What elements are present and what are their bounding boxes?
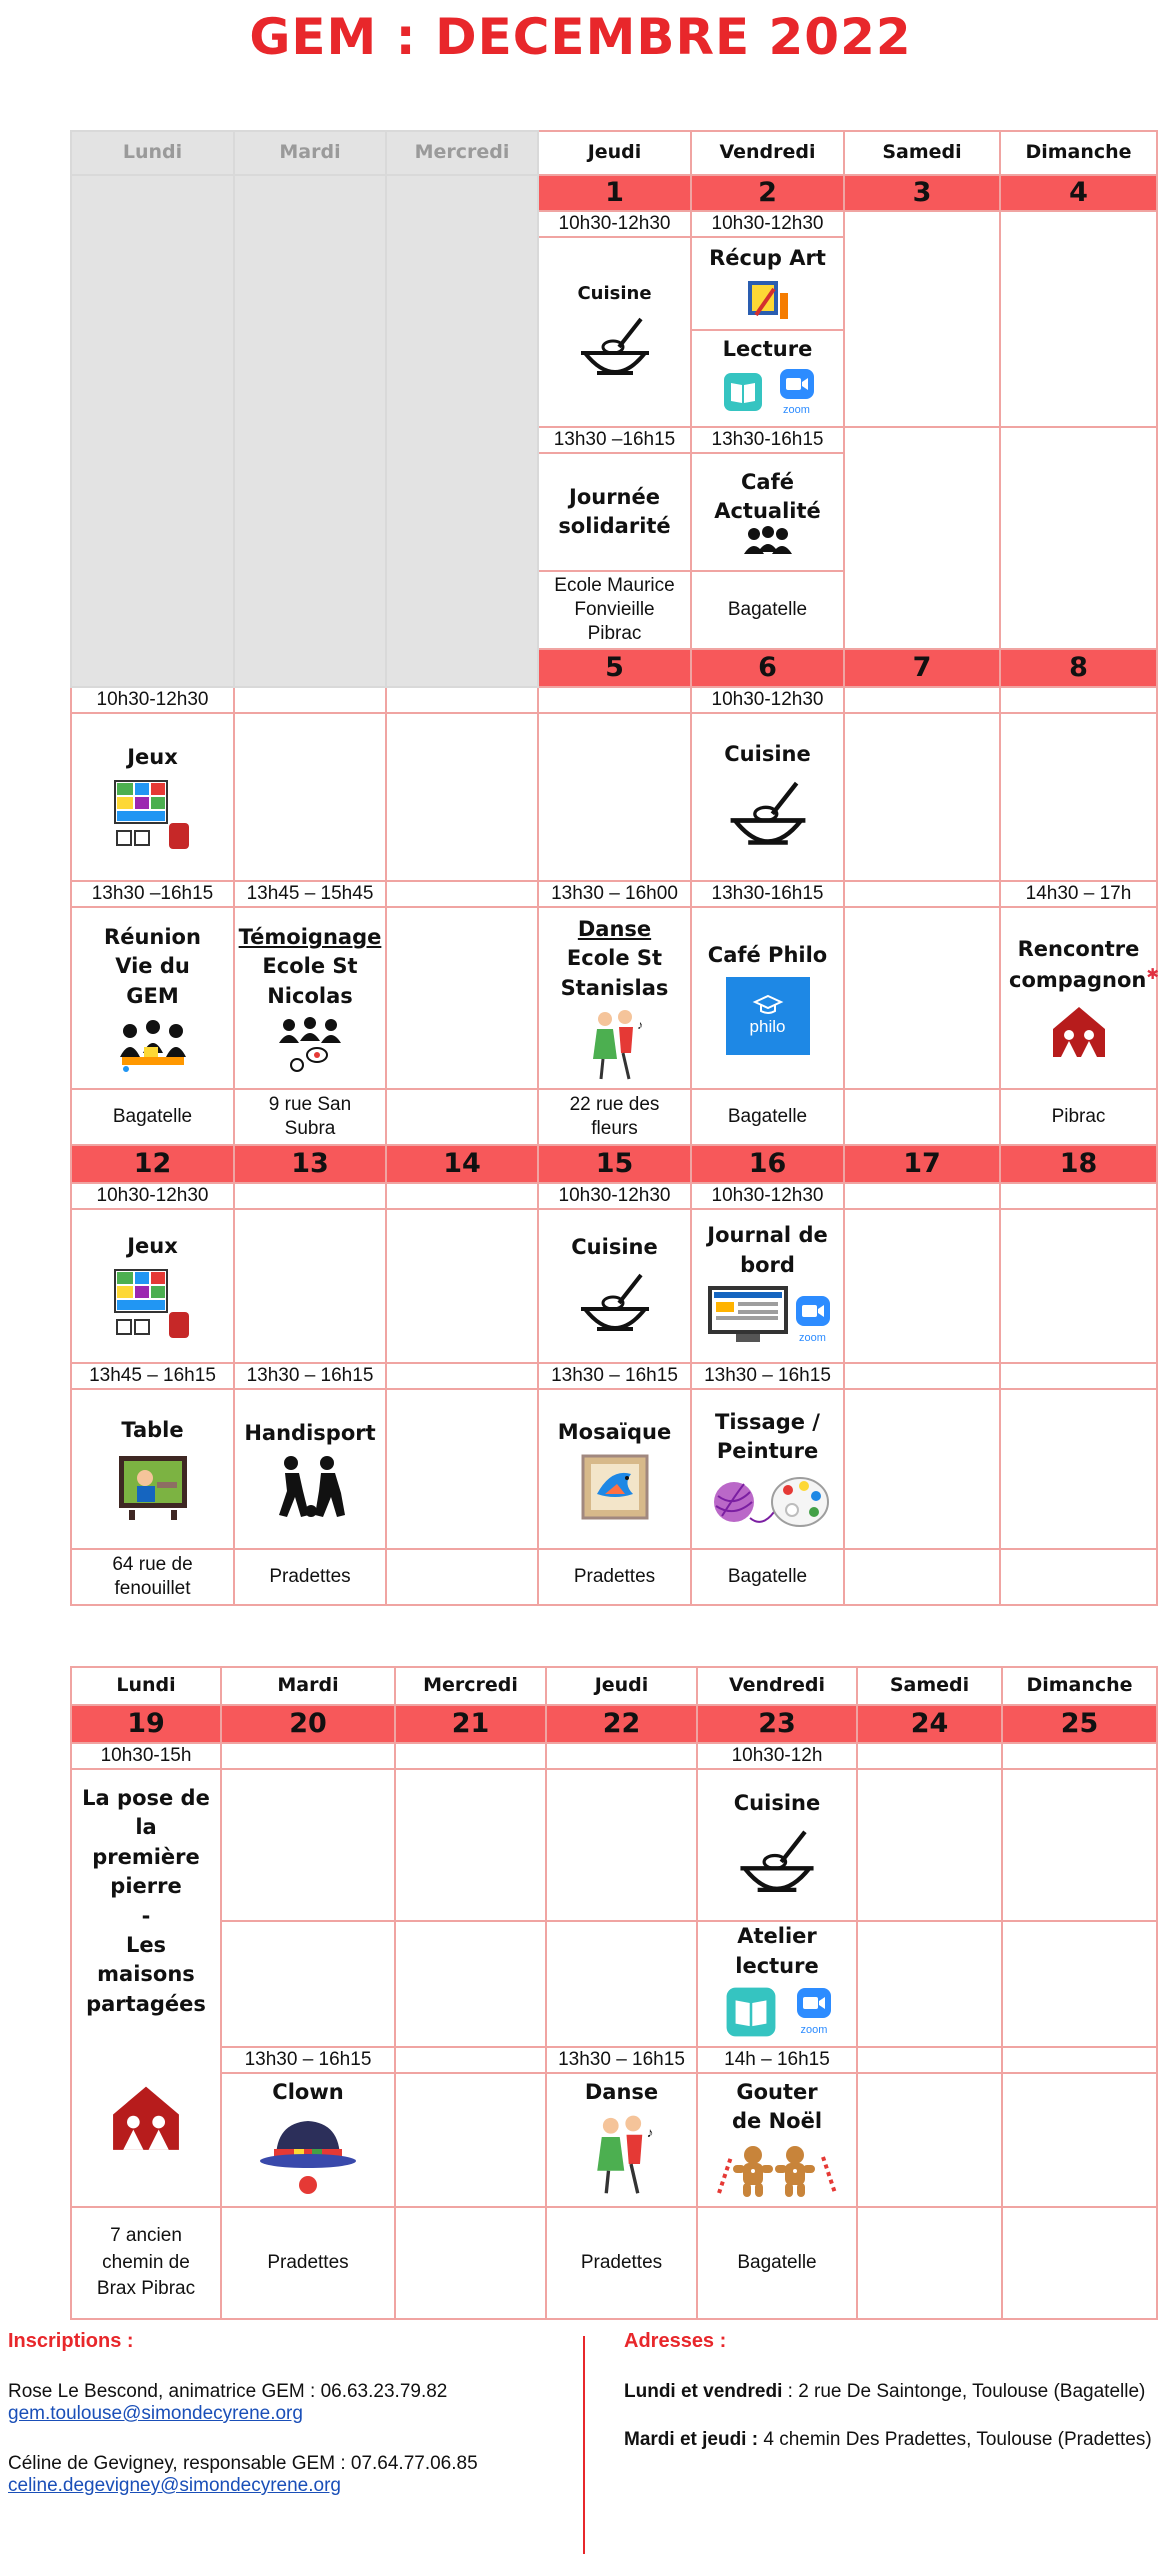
activity-cell (71, 713, 234, 881)
activity-cell (71, 1209, 234, 1363)
disabled-cell (386, 175, 538, 687)
place-label: Pibrac (1000, 1089, 1157, 1145)
date-1: 1 (538, 175, 691, 211)
week1-number-row (71, 175, 1157, 211)
contact-rose: Rose Le Bescond, animatrice GEM : 06.63.23.79.82 (8, 2381, 448, 2402)
date-14: 14 (386, 1145, 538, 1183)
computer-screen-icon (706, 1284, 790, 1344)
date-20: 20 (221, 1705, 395, 1743)
whisk-bowl-icon (575, 313, 655, 383)
activity-cell (697, 2073, 857, 2207)
page-title: GEM : DECEMBRE 2022 (249, 8, 912, 66)
time-slot: 10h30-12h30 (71, 1183, 234, 1209)
footer-divider (583, 2336, 585, 2554)
activity-subtitle: Les maisons partagées (86, 1932, 206, 2016)
book-icon (722, 371, 764, 413)
email-link-celine[interactable]: celine.degevigney@simondecyrene.org (8, 2475, 341, 2496)
time-slot: 14h – 16h15 (697, 2047, 857, 2073)
date-4: 4 (1000, 175, 1157, 211)
activity-cell (691, 237, 844, 427)
sport-players-icon (269, 1455, 351, 1519)
date-7: 7 (844, 649, 1000, 687)
zoom-label: zoom (783, 404, 810, 417)
activity-cell (691, 1389, 844, 1549)
activity-title: Journal de bord (707, 1223, 828, 1277)
address-text: : 2 rue De Saintonge, Toulouse (Bagatelle) (782, 2381, 1146, 2402)
day-header-row (71, 1667, 1157, 1705)
book-icon (723, 1985, 779, 2039)
activity-cell (234, 1389, 386, 1549)
activity-title: Cuisine (733, 1791, 821, 1816)
date-22: 22 (546, 1705, 697, 1743)
time-slot: 13h30-16h15 (691, 881, 844, 907)
dancing-couple-icon (586, 2113, 658, 2197)
time-slot: 10h30-12h30 (691, 687, 844, 713)
activity-title: Cuisine (571, 1235, 658, 1260)
time-slot: 10h30-12h30 (538, 211, 691, 237)
date-3: 3 (844, 175, 1000, 211)
time-slot: 13h30 – 16h15 (538, 1363, 691, 1389)
time-slot: 14h30 – 17h (1000, 881, 1157, 907)
activity-title: Mosaïque (557, 1420, 672, 1445)
date-16: 16 (691, 1145, 844, 1183)
day-header-sun: Dimanche (1002, 1667, 1157, 1705)
date-12: 12 (71, 1145, 234, 1183)
day-header-tue: Mardi (221, 1667, 395, 1705)
time-slot: 13h30-16h15 (691, 427, 844, 453)
place-label: Ecole Maurice Fonvieille Pibrac (538, 571, 691, 649)
activity-title: Tissage / Peinture (715, 1409, 820, 1463)
date-19: 19 (71, 1705, 221, 1743)
inscriptions-title: Inscriptions : (8, 2330, 134, 2352)
mosaic-bird-icon (581, 1454, 649, 1520)
place-label: Bagatelle (691, 571, 844, 649)
date-25: 25 (1002, 1705, 1157, 1743)
dancing-couple-icon (583, 1009, 647, 1081)
activity-cell (691, 1209, 844, 1363)
activity-title: Café Philo (707, 943, 828, 968)
day-header-fri: Vendredi (691, 131, 844, 175)
time-slot: 13h45 – 16h15 (71, 1363, 234, 1389)
activity-title: Danse (584, 2080, 659, 2104)
activity-title: Réunion Vie du GEM (104, 924, 201, 1008)
activity-cell (538, 453, 691, 571)
activity-cell (538, 907, 691, 1089)
adresses-section (624, 2330, 1164, 2451)
time-slot: 13h45 – 15h45 (234, 881, 386, 907)
activity-title-text: Rencontre compagnon (1009, 936, 1147, 992)
calendar-bottom (70, 1666, 1158, 2320)
day-header-wed: Mercredi (386, 131, 538, 175)
place-label: Pradettes (234, 1549, 386, 1605)
meeting-icon (116, 1017, 190, 1073)
activity-title: Gouter de Noël (731, 2080, 823, 2134)
place-label: Pradettes (546, 2207, 697, 2319)
activity-title: Lecture (722, 337, 813, 362)
date-6: 6 (691, 649, 844, 687)
inscriptions-section (8, 2330, 568, 2497)
whisk-bowl-icon (575, 1269, 655, 1339)
place-label: 9 rue San Subra (234, 1089, 386, 1145)
activity-title: Jeux (127, 1234, 178, 1259)
activity-title: Atelier lecture (735, 1924, 819, 1978)
whisk-bowl-icon (724, 776, 812, 854)
zoom-icon (796, 1296, 830, 1326)
date-21: 21 (395, 1705, 546, 1743)
activity-title: Jeux (127, 745, 178, 770)
svg-text:♪: ♪ (646, 2125, 653, 2141)
time-slot: 10h30-12h30 (691, 211, 844, 237)
time-slot: 10h30-12h30 (691, 1183, 844, 1209)
date-15: 15 (538, 1145, 691, 1183)
activity-cell (71, 1769, 221, 2207)
date-17: 17 (844, 1145, 1000, 1183)
activity-cell (697, 1769, 857, 1921)
activity-title: La pose de la première pierre (82, 1786, 210, 1899)
time-slot: 10h30-12h (697, 1743, 857, 1769)
time-slot: 13h30 –16h15 (71, 881, 234, 907)
activity-cell (234, 907, 386, 1089)
day-header-wed: Mercredi (395, 1667, 546, 1705)
activity-cell (546, 2073, 697, 2207)
calendar-top (70, 130, 1158, 1606)
activity-cell (221, 2073, 395, 2207)
time-slot: 13h30 – 16h15 (234, 1363, 386, 1389)
time-slot: 10h30-15h (71, 1743, 221, 1769)
activity-title: Rencontre compagnon✱ (1009, 936, 1159, 992)
place-label: Pradettes (538, 1549, 691, 1605)
activity-title: Récup Art (709, 245, 826, 270)
contact-celine: Céline de Gevigney, responsable GEM : 07.64.77.06.85 (8, 2453, 478, 2474)
time-slot: 13h30 – 16h15 (546, 2047, 697, 2073)
activity-cell (538, 1389, 691, 1549)
day-header-sat: Samedi (844, 131, 1000, 175)
day-header-thu: Jeudi (546, 1667, 697, 1705)
activity-cell (691, 453, 844, 571)
activity-title: Cuisine (724, 742, 811, 767)
activity-cell (538, 1209, 691, 1363)
date-18: 18 (1000, 1145, 1157, 1183)
place-label: Bagatelle (697, 2207, 857, 2319)
place-label: Pradettes (221, 2207, 395, 2319)
place-label: 64 rue de fenouillet (71, 1549, 234, 1605)
zoom-label: zoom (800, 2023, 828, 2036)
activity-cell (538, 237, 691, 427)
whisk-bowl-icon (734, 1825, 820, 1901)
activity-cell (1000, 907, 1157, 1089)
activity-title: Café Actualité (714, 469, 821, 523)
week4-number-row (71, 1705, 1157, 1743)
date-5: 5 (538, 649, 691, 687)
address-label: Mardi et jeudi : (624, 2429, 759, 2450)
activity-title: Clown (272, 2080, 344, 2104)
email-link-gem[interactable]: gem.toulouse@simondecyrene.org (8, 2403, 303, 2424)
svg-text:♪: ♪ (636, 1018, 643, 1033)
activity-cell (71, 1389, 234, 1549)
date-24: 24 (857, 1705, 1002, 1743)
address-pradettes (624, 2429, 1164, 2451)
activity-subtitle: Ecole St Nicolas (262, 954, 358, 1008)
activity-cell (71, 907, 234, 1089)
day-header-mon: Lundi (71, 1667, 221, 1705)
address-text: 4 chemin Des Pradettes, Toulouse (Pradettes) (758, 2429, 1152, 2450)
day-header-sat: Samedi (857, 1667, 1002, 1705)
time-slot: 13h30 – 16h15 (691, 1363, 844, 1389)
footer (0, 2330, 1161, 2560)
board-game-icon (113, 1268, 193, 1340)
group-people-icon (738, 526, 798, 556)
disabled-cell (71, 175, 234, 687)
zoom-icon (797, 1988, 831, 2018)
gingerbread-icon (715, 2143, 839, 2203)
disabled-cell (234, 175, 386, 687)
time-slot: 13h30 – 16h15 (221, 2047, 395, 2073)
date-23: 23 (697, 1705, 857, 1743)
shared-house-icon (1047, 1001, 1111, 1061)
place-label: Bagatelle (71, 1089, 234, 1145)
activity-subtitle: Ecole St Stanislas (560, 946, 669, 1000)
activity-cell (691, 907, 844, 1089)
activity-title: Handisport (244, 1421, 376, 1446)
philo-badge-label: philo (749, 1017, 786, 1037)
shared-house-icon (104, 2079, 188, 2155)
activity-separator: - (141, 1903, 151, 1928)
address-bagatelle (624, 2381, 1164, 2403)
testimony-people-icon (275, 1017, 345, 1073)
activity-cell (697, 1921, 857, 2047)
place-label: 22 rue des fleurs (538, 1089, 691, 1145)
week3-number-row (71, 1145, 1157, 1183)
place-label: Bagatelle (691, 1549, 844, 1605)
time-slot: 10h30-12h30 (538, 1183, 691, 1209)
day-header-thu: Jeudi (538, 131, 691, 175)
time-slot: 13h30 – 16h00 (538, 881, 691, 907)
address-label: Lundi et vendredi (624, 2381, 783, 2402)
graduation-cap-icon (753, 994, 783, 1016)
clown-hat-icon (258, 2113, 358, 2195)
board-game-icon (113, 779, 193, 851)
activity-title: Table (121, 1418, 184, 1443)
activity-title: Témoignage (238, 924, 382, 949)
date-13: 13 (234, 1145, 386, 1183)
place-label: 7 ancien chemin de Brax Pibrac (71, 2207, 221, 2319)
yarn-palette-icon (706, 1472, 830, 1530)
time-slot: 10h30-12h30 (71, 687, 234, 713)
activity-title: Danse (577, 916, 652, 941)
day-header-sun: Dimanche (1000, 131, 1157, 175)
adresses-title: Adresses : (624, 2330, 727, 2352)
zoom-label: zoom (799, 1332, 826, 1345)
day-header-fri: Vendredi (697, 1667, 857, 1705)
day-header-row (71, 131, 1157, 175)
time-slot: 13h30 –16h15 (538, 427, 691, 453)
philo-badge (726, 977, 810, 1055)
art-supplies-icon (744, 275, 792, 323)
day-header-tue: Mardi (234, 131, 386, 175)
activity-title: Journée solidarité (558, 484, 671, 538)
place-label: Bagatelle (691, 1089, 844, 1145)
activity-cell (691, 713, 844, 881)
day-header-mon: Lundi (71, 131, 234, 175)
activity-title: Cuisine (577, 283, 652, 305)
date-2: 2 (691, 175, 844, 211)
table-tv-icon (115, 1452, 191, 1522)
date-8: 8 (1000, 649, 1157, 687)
zoom-icon (780, 369, 814, 399)
